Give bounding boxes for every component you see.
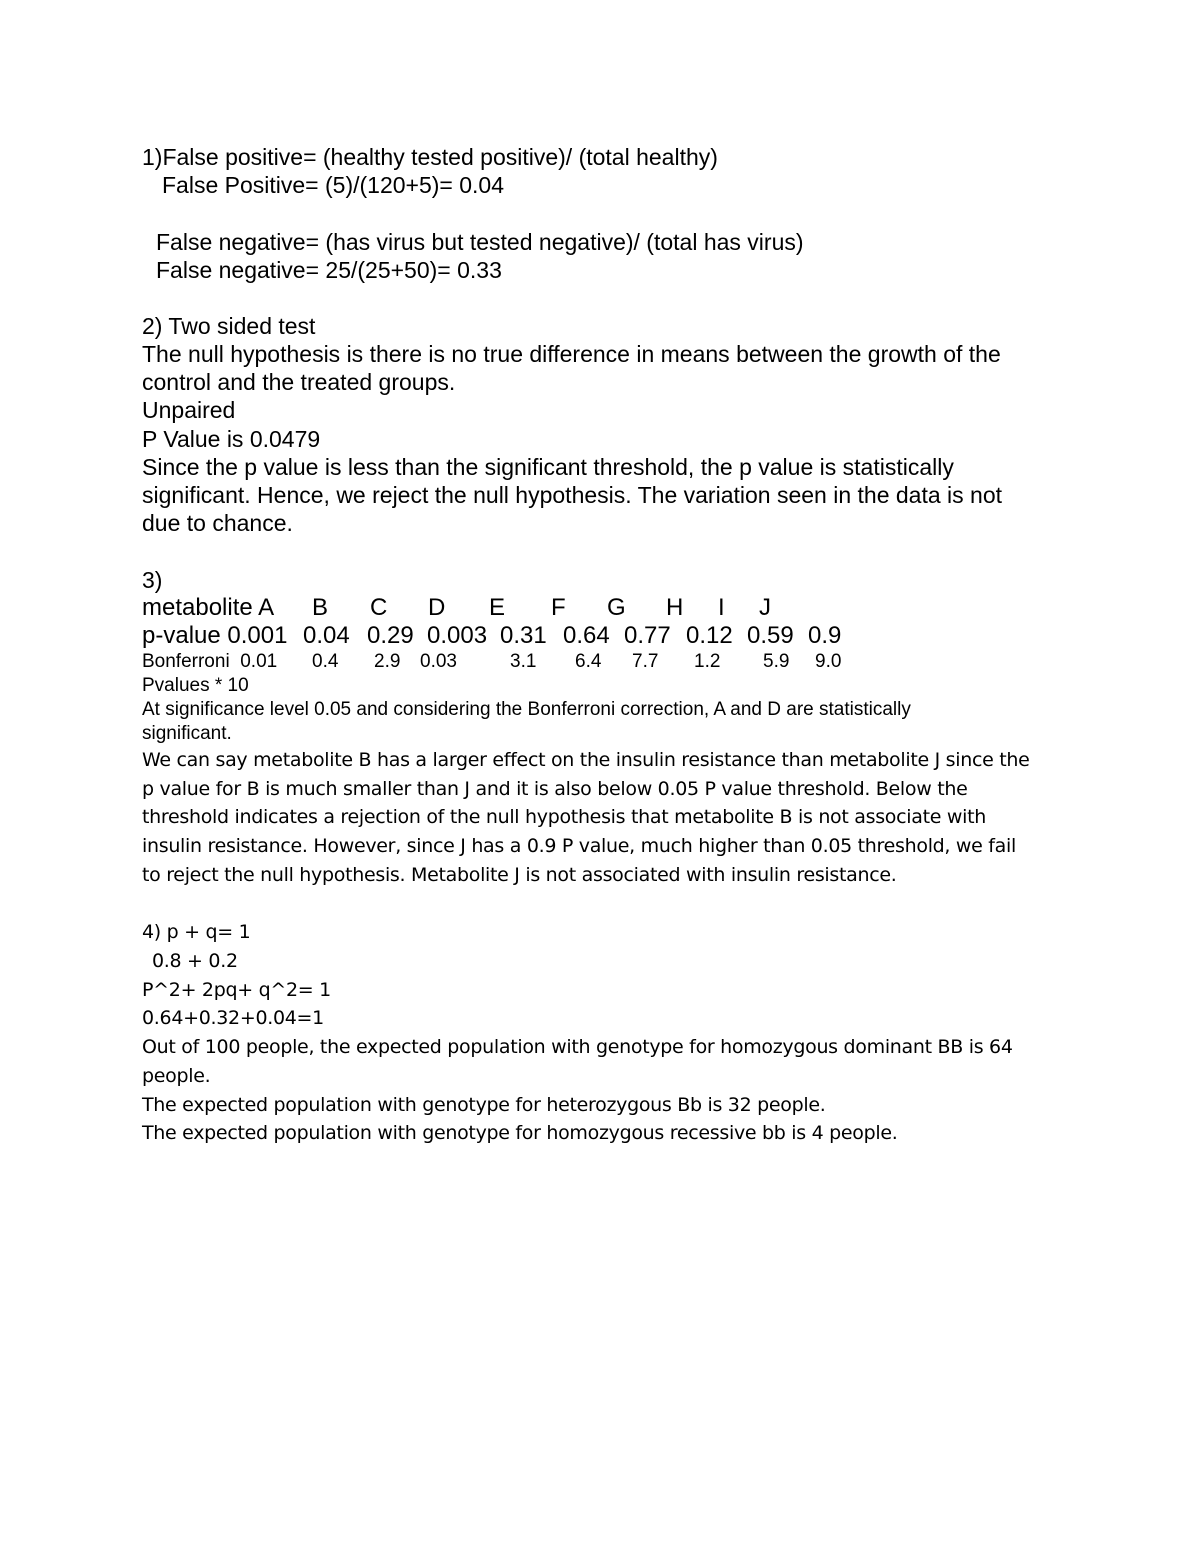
q2-unpaired: Unpaired [142, 397, 236, 423]
pvalue-i: 0.59 [747, 622, 794, 649]
metabolite-b: B [312, 594, 329, 621]
q4-homozygous-recessive: The expected population with genotype for homozygous recessive bb is 4 people. [142, 1122, 898, 1144]
q4-heading: 4) p + q= 1 [142, 921, 251, 943]
pvalue-d: 0.003 [427, 622, 488, 649]
q1-false-negative-definition: False negative= (has virus but tested negative)/ (total has virus) [156, 229, 804, 255]
q2-conclusion-line-3: due to chance. [142, 510, 293, 536]
bonferroni-row-label: Bonferroni 0.01 [142, 651, 278, 672]
q2-p-value: P Value is 0.0479 [142, 426, 321, 452]
q1-false-negative-calculation: False negative= 25/(25+50)= 0.33 [156, 257, 502, 283]
q4-allele-values: 0.8 + 0.2 [152, 950, 238, 972]
bonferroni-i: 5.9 [763, 651, 790, 672]
q3-effect-line-5: to reject the null hypothesis. Metabolite J is not associated with insulin resistance. [142, 864, 897, 886]
pvalue-c: 0.29 [367, 622, 414, 649]
metabolite-j: J [759, 594, 771, 621]
pvalue-f: 0.64 [563, 622, 610, 649]
q2-heading: 2) Two sided test [142, 313, 316, 339]
q3-effect-line-1: We can say metabolite B has a larger effect on the insulin resistance than metabolite J since the [142, 749, 1030, 771]
metabolite-e: E [489, 594, 506, 621]
metabolite-d: D [428, 594, 446, 621]
metabolite-h: H [666, 594, 684, 621]
pvalue-j: 0.9 [808, 622, 842, 649]
q4-hardy-weinberg-equation: P^2+ 2pq+ q^2= 1 [142, 979, 331, 1001]
q1-false-positive-calculation: False Positive= (5)/(120+5)= 0.04 [162, 172, 504, 198]
q3-heading: 3) [142, 567, 163, 593]
pvalue-g: 0.77 [624, 622, 671, 649]
q2-conclusion-line-1: Since the p value is less than the significant threshold, the p value is statistically [142, 454, 954, 480]
q3-effect-line-2: p value for B is much smaller than J and it is also below 0.05 P value threshold. Below the [142, 778, 968, 800]
q3-effect-line-3: threshold indicates a rejection of the null hypothesis that metabolite B is not associate with [142, 806, 986, 828]
q4-genotype-frequencies: 0.64+0.32+0.04=1 [142, 1007, 324, 1029]
q1-false-positive-definition: 1)False positive= (healthy tested positive)/ (total healthy) [142, 144, 718, 170]
pvalue-h: 0.12 [686, 622, 733, 649]
q4-homozygous-dominant-line-2: people. [142, 1065, 211, 1087]
q3-significance-line-2: significant. [142, 723, 232, 744]
metabolite-i: I [718, 594, 725, 621]
bonferroni-j: 9.0 [815, 651, 842, 672]
bonferroni-g: 7.7 [632, 651, 659, 672]
pvalues-times-note: Pvalues * 10 [142, 675, 249, 696]
bonferroni-h: 1.2 [694, 651, 721, 672]
bonferroni-d: 0.03 [420, 651, 457, 672]
q4-heterozygous: The expected population with genotype for heterozygous Bb is 32 people. [142, 1094, 826, 1116]
q2-conclusion-line-2: significant. Hence, we reject the null hypothesis. The variation seen in the data is not [142, 482, 1003, 508]
bonferroni-b: 0.4 [312, 651, 339, 672]
metabolite-g: G [607, 594, 626, 621]
metabolite-f: F [551, 594, 566, 621]
bonferroni-c: 2.9 [374, 651, 401, 672]
pvalue-b: 0.04 [303, 622, 350, 649]
q4-homozygous-dominant-line-1: Out of 100 people, the expected population with genotype for homozygous dominant BB is 64 [142, 1036, 1013, 1058]
pvalue-row-label: p-value 0.001 [142, 622, 288, 649]
q2-null-hypothesis-line-2: control and the treated groups. [142, 369, 456, 395]
metabolite-row-label: metabolite A [142, 594, 275, 621]
q3-effect-line-4: insulin resistance. However, since J has a 0.9 P value, much higher than 0.05 threshold, we fail [142, 835, 1016, 857]
bonferroni-f: 6.4 [575, 651, 602, 672]
bonferroni-e: 3.1 [510, 651, 537, 672]
pvalue-e: 0.31 [500, 622, 547, 649]
q3-significance-line-1: At significance level 0.05 and considering the Bonferroni correction, A and D are statistically [142, 699, 911, 720]
metabolite-c: C [370, 594, 388, 621]
q2-null-hypothesis-line-1: The null hypothesis is there is no true difference in means between the growth of the [142, 341, 1001, 367]
